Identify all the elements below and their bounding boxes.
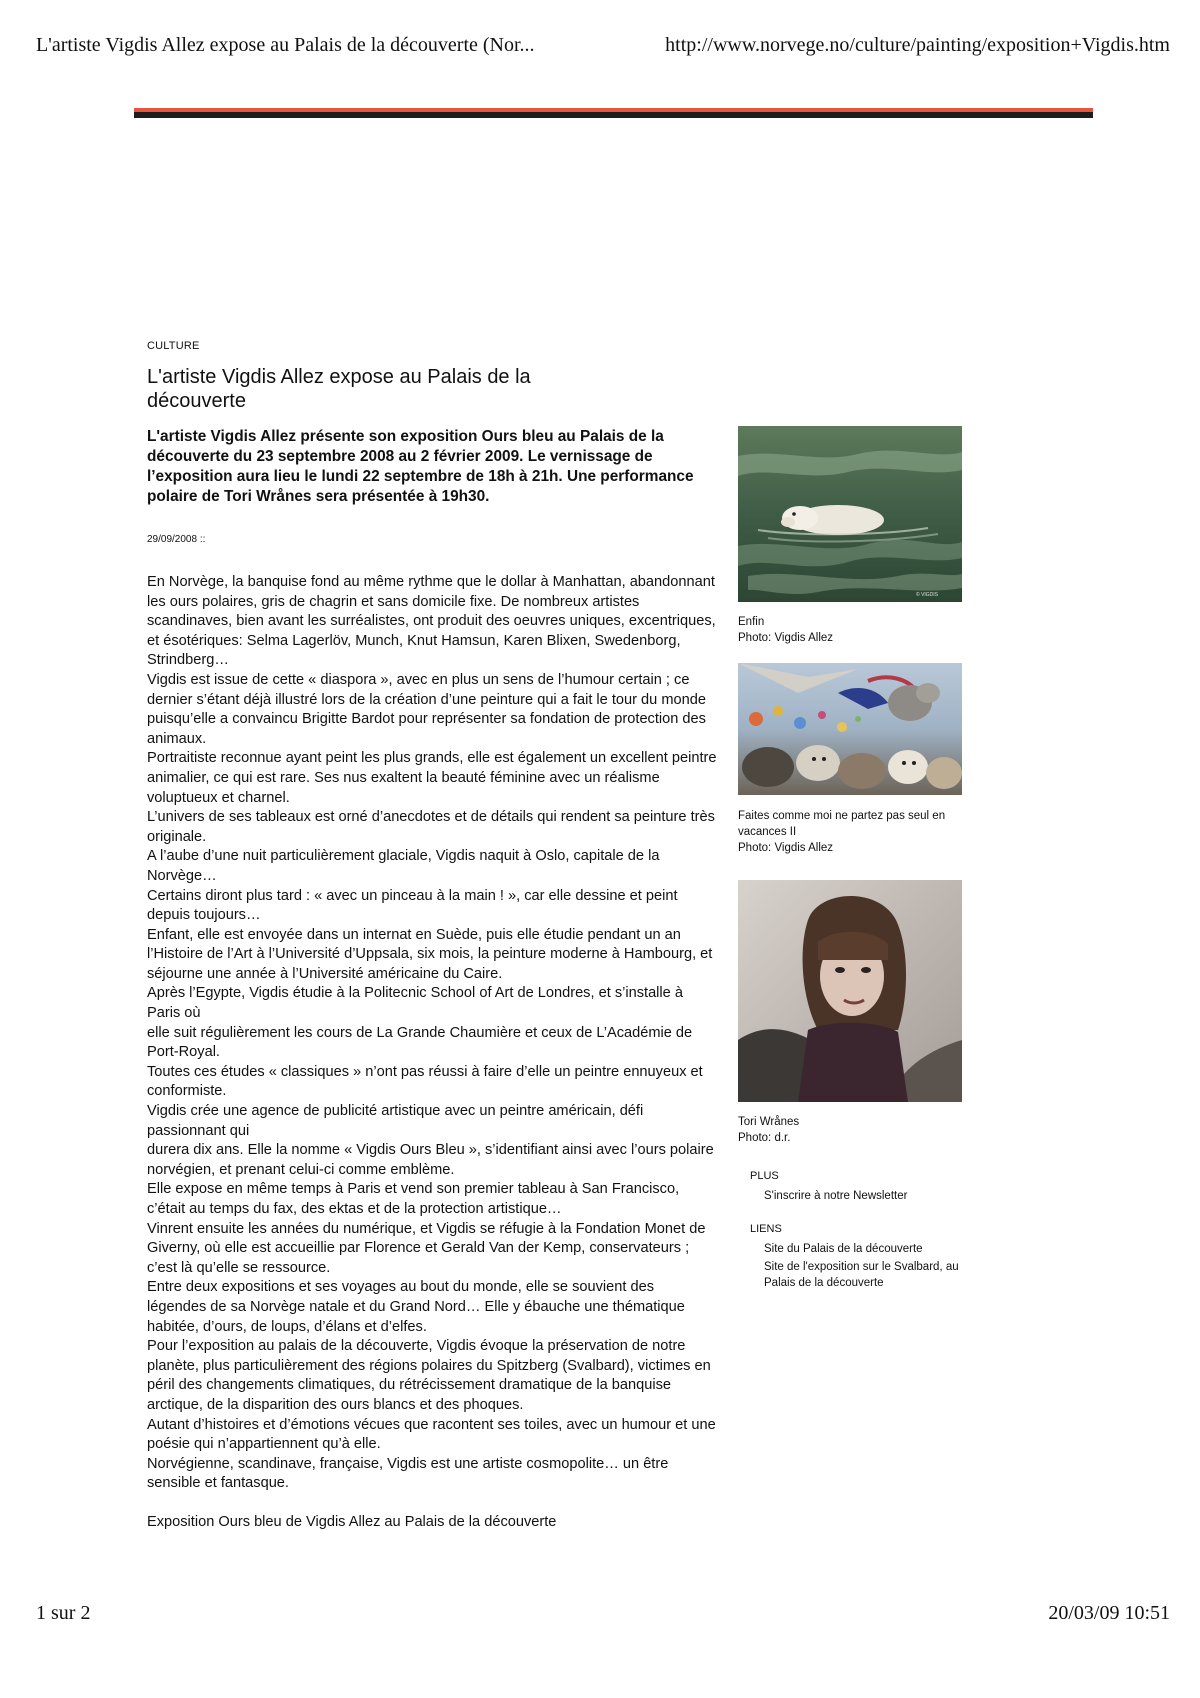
article-paragraph: Vigdis crée une agence de publicité artistique avec un peintre américain, défi passionnant qui [147, 1103, 644, 1139]
article-paragraph: Pour l’exposition au palais de la découverte, Vigdis évoque la préservation de notre planète, plus particulièrement des régions polaires du Spitzberg (Svalbard), victimes en péril des changements climatiques, du rétrécissement dramatique de la banquise arctique, de la disparition des ours blancs et des phoques. [147, 1338, 711, 1413]
photo-figure-portrait [738, 880, 968, 1146]
print-page-url: http://www.norvege.no/culture/painting/exposition+Vigdis.htm [665, 34, 1170, 56]
article-paragraph: Elle expose en même temps à Paris et vend son premier tableau à San Francisco, c’était au temps du fax, des ektas et de la protection artistique… [147, 1181, 680, 1217]
article-date: 29/09/2008 :: [147, 534, 206, 545]
photo-figure-dogs [738, 663, 968, 856]
article-body [147, 573, 717, 1494]
photo-caption [738, 808, 968, 856]
plus-block [750, 1170, 968, 1204]
article-paragraph: durera dix ans. Elle la nomme « Vigdis Ours Bleu », s’identifiant ainsi avec l’ours polaire norvégien, et prenant celui-ci comme emblème. [147, 1142, 714, 1178]
liens-label: LIENS [750, 1223, 782, 1235]
page-counter: 1 sur 2 [36, 1602, 91, 1624]
photo-credit: Photo: d.r. [738, 1132, 791, 1144]
photo-caption [738, 1114, 968, 1146]
article-paragraph: Portraitiste reconnue ayant peint les plus grands, elle est également un excellent peintre animalier, ce qui est rare. Ses nus exaltent la beauté féminine avec un réalisme voluptueux et charnel. [147, 750, 717, 806]
svg-text:© VIGDIS: © VIGDIS [916, 592, 939, 598]
header-rule-dark [134, 112, 1093, 118]
article-paragraph: En Norvège, la banquise fond au même rythme que le dollar à Manhattan, abandonnant les ours polaires, gris de chagrin et sans domicile fixe. De nombreux artistes scandinaves, bien avant les surréalistes, ont produit des oeuvres uniques, excentriques, et ésotériques: Selma Lagerlöv, Munch, Knut Hamsun, Karen Blixen, Swedenborg, Strindberg… [147, 574, 716, 669]
plus-list [764, 1188, 968, 1204]
photo-caption [738, 614, 968, 646]
sidebar [738, 426, 968, 1293]
article-paragraph: L’univers de ses tableaux est orné d’anecdotes et de détails qui rendent sa peinture très originale. [147, 809, 715, 845]
article-paragraph: Norvégienne, scandinave, française, Vigdis est une artiste cosmopolite… un être sensible et fantasque. [147, 1455, 669, 1492]
print-page-title: L'artiste Vigdis Allez expose au Palais de la découverte (Nor... [36, 34, 535, 56]
plus-label: PLUS [750, 1170, 779, 1182]
article-paragraph: Vinrent ensuite les années du numérique, et Vigdis se réfugie à la Fondation Monet de Giverny, où elle est accueillie par Florence et Gerald Van der Kemp, conservateurs ; c’est là qu’elle se ressource. [147, 1220, 706, 1276]
photo-caption-title: Enfin [738, 616, 765, 628]
dogs-balloons-painting[interactable] [738, 663, 962, 795]
liens-list [764, 1241, 968, 1291]
palais-link[interactable]: Site du Palais de la découverte [764, 1243, 923, 1255]
article-paragraph: Entre deux expositions et ses voyages au bout du monde, elle se souvient des légendes de sa Norvège natale et du Grand Nord… Elle y ébauche une thématique habitée, d’ours, de loups, d’élans et d’elfes. [147, 1279, 685, 1335]
photo-credit: Photo: Vigdis Allez [738, 632, 834, 644]
article-paragraph: A l’aube d’une nuit particulièrement glaciale, Vigdis naquit à Oslo, capitale de la Norvège… [147, 848, 660, 884]
print-footer [36, 1602, 1170, 1632]
article-paragraph: elle suit régulièrement les cours de La Grande Chaumière et ceux de L’Académie de Port-Royal. [147, 1024, 693, 1061]
article-title: L'artiste Vigdis Allez expose au Palais de la découverte [147, 366, 531, 412]
article-closing-line: Exposition Ours bleu de Vigdis Allez au Palais de la découverte [147, 1513, 557, 1530]
photo-caption-title: Faites comme moi ne partez pas seul en vacances II [738, 810, 946, 838]
liens-block [750, 1223, 968, 1291]
article-paragraph: Toutes ces études « classiques » n’ont pas réussi à faire d’elle un peintre ennuyeux et conformiste. [147, 1063, 703, 1100]
header-rule [134, 108, 1093, 118]
article-paragraph: Après l’Egypte, Vigdis étudie à la Politecnic School of Art de Londres, et s’installe à Paris où [147, 985, 683, 1022]
article [147, 340, 717, 1533]
article-lead: L'artiste Vigdis Allez présente son exposition Ours bleu au Palais de la découverte du 23 septembre 2008 au 2 février 2009. Le vernissage de l’exposition aura lieu le lundi 22 septembre de 18h à 21h. Une performance polaire de Tori Wrånes sera présentée à 19h30. [147, 428, 694, 505]
polar-bear-painting[interactable] [738, 426, 962, 602]
photo-caption-title: Tori Wrånes [738, 1116, 800, 1128]
article-paragraph: Autant d’histoires et d’émotions vécues que racontent ses toiles, avec un humour et une poésie qui n’appartiennent qu’à elle. [147, 1416, 716, 1453]
newsletter-link[interactable]: S'inscrire à notre Newsletter [764, 1190, 908, 1202]
photo-figure-polar-bear [738, 426, 968, 646]
svalbard-exposition-link[interactable]: Site de l'exposition sur le Svalbard, au Palais de la découverte [764, 1261, 959, 1289]
article-paragraph: Vigdis est issue de cette « diaspora », avec en plus un sens de l’humour certain ; ce dernier s’étant déjà illustré lors de la création d’une peinture qui a fait le tour du monde puisqu’elle a convaincu Brigitte Bardot pour représenter sa fondation de protection des animaux. [147, 671, 706, 747]
article-paragraph: Certains diront plus tard : « avec un pinceau à la main ! », car elle dessine et peint depuis toujours… [147, 887, 678, 924]
section-label[interactable]: CULTURE [147, 340, 200, 352]
print-header [36, 34, 1170, 64]
print-datetime: 20/03/09 10:51 [1048, 1602, 1170, 1624]
article-paragraph: Enfant, elle est envoyée dans un internat en Suède, puis elle étudie pendant un an l’Histoire de l’Art à l’Université d’Uppsala, six mois, la peinture moderne à Hambourg, et séjourne une année à l’Université américaine du Caire. [147, 926, 713, 982]
tori-wranes-portrait[interactable] [738, 880, 962, 1102]
photo-credit: Photo: Vigdis Allez [738, 842, 834, 854]
